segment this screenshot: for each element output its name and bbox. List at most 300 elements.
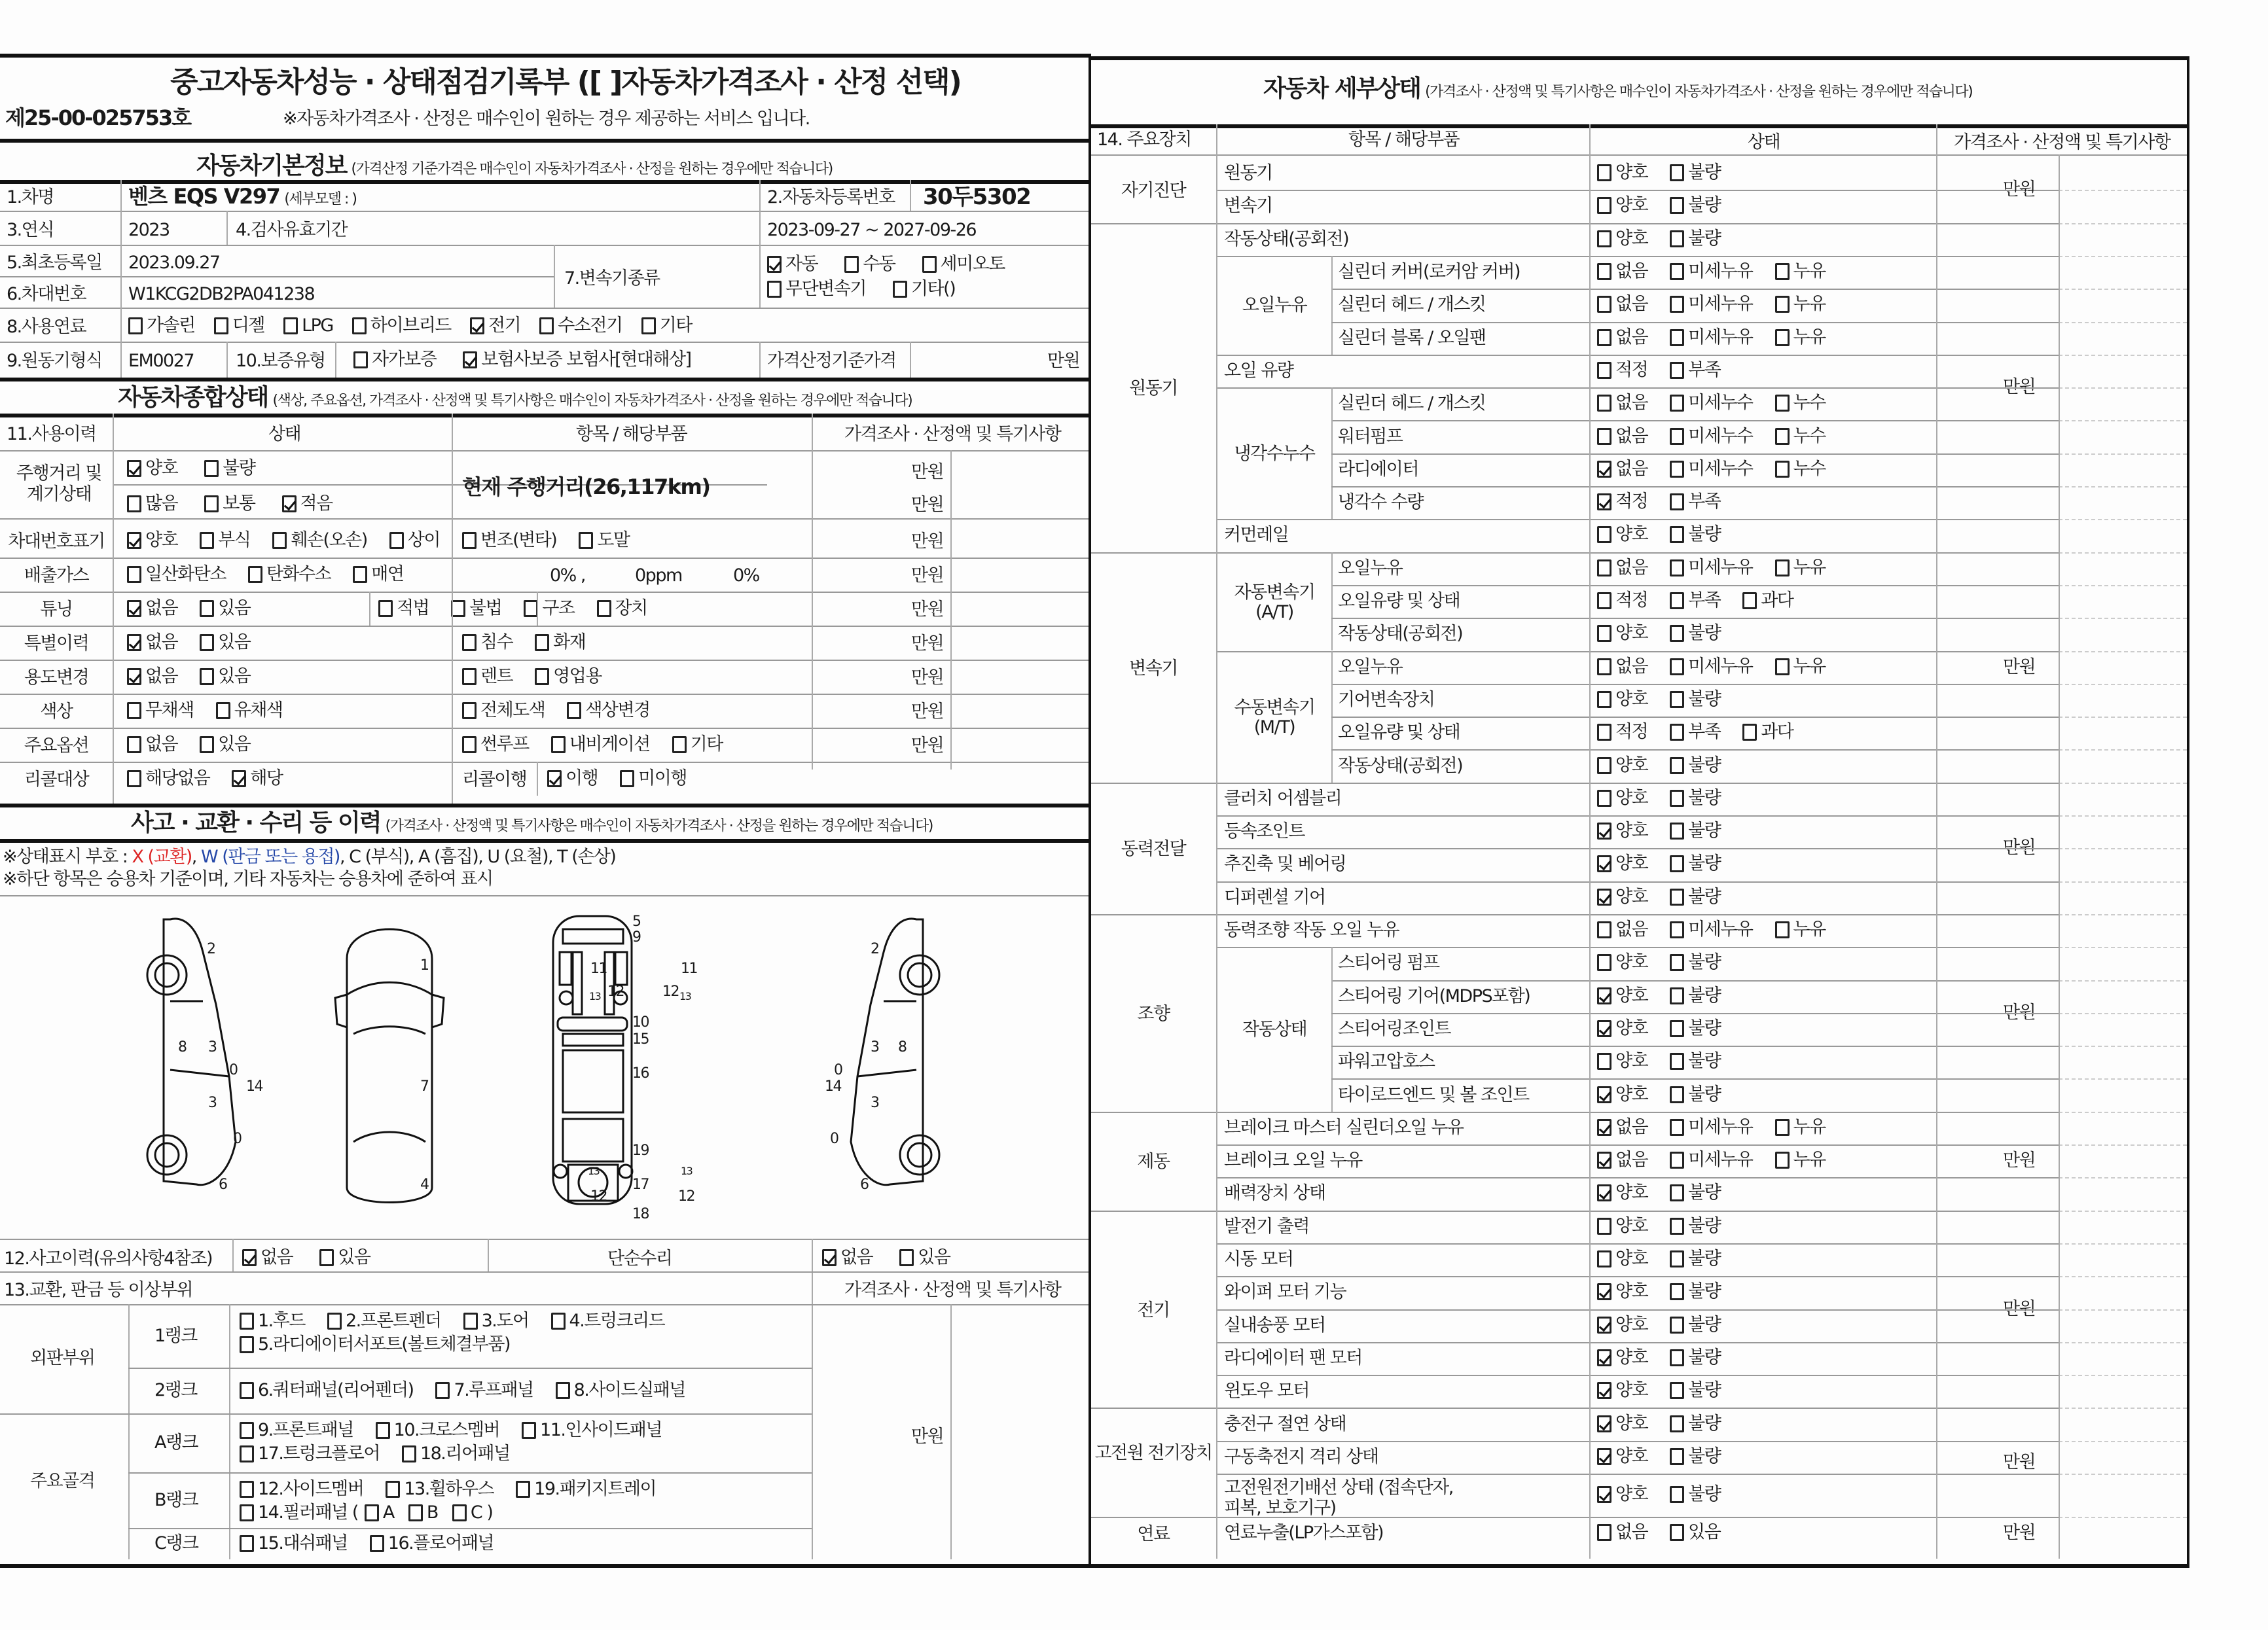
- checkbox-icon: [462, 736, 477, 753]
- state-option[interactable]: [1670, 196, 1720, 214]
- tuning_items-option[interactable]: [597, 599, 647, 617]
- checkbox-icon: [567, 702, 581, 719]
- state-option[interactable]: [1597, 1485, 1647, 1503]
- divider: [2059, 190, 2187, 191]
- option-label: 양호: [1615, 1051, 1648, 1072]
- option-label: 해당없음: [145, 768, 210, 788]
- fuel-lpg[interactable]: [283, 317, 333, 334]
- checkbox-icon: [127, 566, 141, 583]
- accident-yes[interactable]: [319, 1249, 370, 1266]
- state-option[interactable]: [1597, 1250, 1647, 1267]
- fuel-other[interactable]: [641, 317, 692, 334]
- state-option[interactable]: [1670, 822, 1720, 840]
- state-option[interactable]: [1775, 394, 1826, 412]
- option-label: 불량: [1688, 787, 1721, 808]
- mileage-high[interactable]: [127, 495, 177, 512]
- state-option[interactable]: [1670, 559, 1752, 576]
- vin_mark-option[interactable]: [272, 531, 367, 549]
- mileage-label: 주행거리 및 계기상태: [16, 463, 101, 505]
- checkbox-icon: [539, 317, 554, 334]
- state-option[interactable]: [1670, 1250, 1720, 1267]
- color_items-option[interactable]: [567, 701, 649, 719]
- checkbox-icon: [641, 317, 656, 334]
- state-option[interactable]: [1597, 723, 1647, 741]
- state-option[interactable]: [1597, 855, 1647, 872]
- state-option[interactable]: [1775, 460, 1826, 478]
- state-option[interactable]: [1597, 624, 1647, 642]
- state-option[interactable]: [1775, 921, 1826, 938]
- option-label: 적정: [1615, 491, 1648, 512]
- pillar-option[interactable]: [452, 1504, 492, 1521]
- purpose-option[interactable]: [127, 667, 177, 685]
- state-option[interactable]: [1597, 230, 1647, 247]
- divider: [2059, 1342, 2187, 1343]
- state-option[interactable]: [1670, 295, 1752, 313]
- state-option[interactable]: [1597, 1086, 1647, 1103]
- purpose-option[interactable]: [200, 667, 250, 685]
- detail-group: 제동: [1137, 1152, 1170, 1173]
- part-option[interactable]: [370, 1534, 494, 1552]
- vin_mark-option[interactable]: [200, 531, 250, 549]
- part-option[interactable]: [435, 1381, 533, 1399]
- part-option[interactable]: [240, 1381, 413, 1399]
- part-option[interactable]: [240, 1312, 305, 1330]
- state-option[interactable]: [1670, 658, 1752, 675]
- vin_mark-option[interactable]: [579, 531, 629, 549]
- option-label: 17.트렁크플로어: [258, 1444, 380, 1464]
- checkbox-icon: [1670, 197, 1684, 214]
- tuning_items-option[interactable]: [524, 599, 574, 617]
- car-name: 벤츠 EQS V297: [128, 184, 280, 209]
- part-option[interactable]: [522, 1421, 662, 1439]
- divider: [128, 1368, 812, 1369]
- options-option[interactable]: [200, 735, 250, 753]
- checkbox-icon: [522, 1422, 536, 1439]
- part-option[interactable]: [240, 1445, 380, 1462]
- divider: [0, 450, 1089, 452]
- detail-state: [1597, 1523, 1742, 1541]
- recall-option[interactable]: [127, 770, 209, 787]
- part-option[interactable]: [327, 1312, 441, 1330]
- accident-none[interactable]: [242, 1249, 293, 1266]
- state-option[interactable]: [1670, 230, 1720, 247]
- state-option[interactable]: [1670, 921, 1752, 938]
- checkbox-icon: [462, 702, 477, 719]
- car-side-right: [851, 919, 939, 1185]
- option-label: 유채색: [234, 700, 283, 720]
- mileage-low[interactable]: [282, 495, 333, 512]
- checkbox-icon: [547, 770, 562, 787]
- checkbox-icon: [1597, 1349, 1611, 1366]
- state-option[interactable]: [1597, 1019, 1647, 1037]
- divider: [1331, 256, 1333, 355]
- checkbox-icon: [1597, 1486, 1611, 1503]
- option-label: 내비게이션: [569, 734, 650, 754]
- part-option[interactable]: [240, 1504, 358, 1521]
- warranty-self[interactable]: [353, 351, 436, 368]
- price-unit: 만원: [2003, 179, 2036, 200]
- vin_mark-option[interactable]: [462, 531, 556, 549]
- state-option[interactable]: [1775, 295, 1826, 313]
- state-option[interactable]: [1670, 1052, 1720, 1070]
- state-option[interactable]: [1597, 525, 1647, 543]
- part-option[interactable]: [463, 1312, 529, 1330]
- part-option[interactable]: [240, 1480, 363, 1498]
- fuel-diesel[interactable]: [214, 317, 264, 334]
- state-option[interactable]: [1742, 723, 1793, 741]
- state-option[interactable]: [1670, 525, 1720, 543]
- state-option[interactable]: [1597, 1217, 1647, 1235]
- price-unit: 만원: [911, 462, 944, 482]
- state-option[interactable]: [1775, 1118, 1826, 1136]
- mileage-normal[interactable]: [204, 495, 255, 512]
- color_items-option[interactable]: [462, 701, 545, 719]
- state-option[interactable]: [1597, 1151, 1647, 1169]
- state-option[interactable]: [1597, 262, 1647, 280]
- state-option[interactable]: [1597, 196, 1647, 214]
- repair-none[interactable]: [822, 1249, 873, 1266]
- row-label: 튜닝: [40, 599, 73, 620]
- detail-state: [1597, 789, 1742, 807]
- state-option[interactable]: [1775, 262, 1826, 280]
- trans-manual[interactable]: [844, 255, 895, 273]
- detail-item: 기어변속장치: [1338, 689, 1435, 710]
- emission-option[interactable]: [127, 565, 226, 583]
- car-diagram: [131, 913, 956, 1214]
- option-label: 불량: [1688, 1413, 1721, 1434]
- state-option[interactable]: [1597, 822, 1647, 840]
- state-option[interactable]: [1670, 1485, 1720, 1503]
- trans-semi[interactable]: [922, 255, 1005, 273]
- state-option[interactable]: [1597, 1415, 1647, 1432]
- detail-state: [1597, 690, 1742, 708]
- state-option[interactable]: [1597, 658, 1647, 675]
- recall-done-option[interactable]: [620, 770, 687, 787]
- state-option[interactable]: [1670, 888, 1720, 906]
- state-option[interactable]: [1670, 361, 1720, 379]
- state-option[interactable]: [1597, 690, 1647, 708]
- repair-yes[interactable]: [899, 1249, 950, 1266]
- checkbox-icon: [922, 256, 937, 273]
- state-option[interactable]: [1670, 1523, 1720, 1541]
- state-option[interactable]: [1597, 756, 1647, 774]
- trans-auto[interactable]: [767, 255, 818, 273]
- state-option[interactable]: [1775, 427, 1826, 445]
- divider: [2059, 1046, 2187, 1047]
- state-option[interactable]: [1670, 1086, 1720, 1103]
- color-option[interactable]: [127, 701, 194, 719]
- state-option[interactable]: [1597, 394, 1647, 412]
- diagram-label: 15: [632, 1031, 649, 1048]
- divider: [0, 518, 1089, 520]
- checkbox-icon: [242, 1249, 257, 1266]
- state-option[interactable]: [1597, 1184, 1647, 1201]
- state-option[interactable]: [1597, 493, 1647, 510]
- divider: [0, 308, 1089, 309]
- fuel-gasoline[interactable]: [128, 317, 195, 334]
- state-option[interactable]: [1670, 789, 1720, 807]
- state-option[interactable]: [1597, 1447, 1647, 1465]
- divider: [2059, 154, 2060, 1559]
- state-option[interactable]: [1597, 295, 1647, 313]
- option-label: 불량: [1688, 688, 1721, 709]
- state-option[interactable]: [1670, 723, 1720, 741]
- state-option[interactable]: [1670, 1019, 1720, 1037]
- checkbox-icon: [1670, 559, 1684, 576]
- option-label: 12.사이드멤버: [258, 1479, 364, 1499]
- checkbox-icon: [551, 736, 566, 753]
- warranty-insurance[interactable]: [463, 351, 691, 368]
- state-option[interactable]: [1670, 592, 1720, 609]
- tuning_items-option[interactable]: [451, 599, 501, 617]
- state-option[interactable]: [1670, 1217, 1720, 1235]
- option-label: 누유: [1793, 327, 1826, 347]
- part-option[interactable]: [516, 1480, 656, 1498]
- detail-heading: [1263, 77, 1972, 101]
- part-option[interactable]: [386, 1480, 494, 1498]
- basic-info-note: (가격산정 기준가격은 매수인이 자동차가격조사 · 산정을 원하는 경우에만 적습니다): [351, 161, 833, 177]
- tuning-option[interactable]: [127, 599, 177, 617]
- state-option[interactable]: [1670, 690, 1720, 708]
- checkbox-icon: [1670, 1086, 1684, 1103]
- emission-option[interactable]: [248, 565, 331, 583]
- special_items-option[interactable]: [462, 633, 513, 651]
- option-label: 없음: [145, 598, 178, 618]
- trans-other[interactable]: [893, 280, 955, 298]
- special-option[interactable]: [127, 633, 177, 651]
- detail-state: [1597, 230, 1742, 247]
- state-option[interactable]: [1670, 328, 1752, 346]
- option-label: 없음: [1615, 656, 1648, 677]
- part-option[interactable]: [402, 1445, 510, 1462]
- state-option[interactable]: [1597, 460, 1647, 478]
- checkbox-icon: [127, 600, 141, 617]
- state-option[interactable]: [1597, 1118, 1647, 1136]
- state-option[interactable]: [1670, 855, 1720, 872]
- divider: [1216, 1177, 2059, 1178]
- state-option[interactable]: [1597, 592, 1647, 609]
- part-option[interactable]: [240, 1421, 353, 1439]
- divider: [759, 342, 761, 378]
- divider: [128, 1472, 812, 1474]
- state-option[interactable]: [1670, 493, 1720, 510]
- state-option[interactable]: [1670, 460, 1752, 478]
- state-option[interactable]: [1670, 1151, 1752, 1169]
- state-option[interactable]: [1597, 164, 1647, 181]
- checkbox-icon: [408, 1504, 423, 1521]
- option-label: 있음: [218, 666, 251, 686]
- state-option[interactable]: [1597, 888, 1647, 906]
- option-label: A: [382, 1502, 394, 1523]
- checkbox-icon: [1597, 1119, 1611, 1136]
- state-option[interactable]: [1597, 1349, 1647, 1366]
- divider: [1331, 947, 1333, 1112]
- checkbox-icon: [535, 668, 549, 685]
- fuel-hydrogen[interactable]: [539, 317, 622, 334]
- recall-option[interactable]: [232, 770, 282, 787]
- state-option[interactable]: [1670, 1381, 1720, 1399]
- detail-state: [1597, 1250, 1742, 1267]
- checkbox-icon: [1597, 691, 1611, 708]
- car-name-label: 1.차명: [7, 187, 54, 207]
- part-option[interactable]: [556, 1381, 685, 1399]
- detail-state: [1597, 921, 1848, 938]
- checkbox-icon: [1775, 1152, 1790, 1169]
- divider: [2059, 1144, 2187, 1146]
- state-option[interactable]: [1670, 953, 1720, 971]
- option-label: 불량: [1688, 1314, 1721, 1335]
- state-option[interactable]: [1597, 1523, 1647, 1541]
- state-option[interactable]: [1670, 987, 1720, 1004]
- purpose_items-option[interactable]: [535, 667, 602, 685]
- option-label: 없음: [145, 734, 178, 754]
- state-option[interactable]: [1597, 789, 1647, 807]
- options_items-option[interactable]: [672, 735, 723, 753]
- state-option[interactable]: [1597, 1316, 1647, 1334]
- options-option[interactable]: [127, 735, 177, 753]
- vin_mark-option[interactable]: [389, 531, 440, 549]
- option-label: 불법: [469, 598, 502, 618]
- row-label: 특별이력: [24, 633, 89, 654]
- part-option[interactable]: [240, 1534, 348, 1552]
- checkbox-icon: [1597, 954, 1611, 971]
- checkbox-icon: [822, 1249, 837, 1266]
- special-option[interactable]: [200, 633, 250, 651]
- checkbox-icon: [1742, 592, 1757, 609]
- part-line: [240, 1480, 678, 1498]
- detail-item: 작동상태(공회전): [1224, 228, 1349, 249]
- vin_mark-option[interactable]: [127, 531, 177, 549]
- mileage-row1: [127, 459, 277, 477]
- option-label: 없음: [1615, 557, 1648, 578]
- state-option[interactable]: [1775, 559, 1826, 576]
- mileage-bad[interactable]: [204, 459, 255, 477]
- state-option[interactable]: [1597, 427, 1647, 445]
- option-label: 양호: [1615, 1084, 1648, 1105]
- state-option[interactable]: [1742, 592, 1793, 609]
- state-option[interactable]: [1597, 1052, 1647, 1070]
- state-option[interactable]: [1775, 328, 1826, 346]
- trans-cvt[interactable]: [767, 280, 866, 298]
- option-label: 불량: [1688, 195, 1721, 216]
- row-label: 용도변경: [24, 667, 89, 688]
- checkbox-icon: [620, 770, 634, 787]
- detail-item: 고전원전기배선 상태 (접속단자, 피복, 보호기구): [1224, 1478, 1453, 1519]
- part-line: [240, 1534, 516, 1552]
- state-option[interactable]: [1670, 1283, 1720, 1300]
- row-options: [127, 565, 425, 583]
- price-unit: 만원: [2003, 838, 2036, 859]
- state-option[interactable]: [1597, 328, 1647, 346]
- state-option[interactable]: [1670, 262, 1752, 280]
- special_items-option[interactable]: [535, 633, 585, 651]
- checkbox-icon: [1597, 1218, 1611, 1235]
- state-option[interactable]: [1670, 756, 1720, 774]
- state-option[interactable]: [1597, 987, 1647, 1004]
- state-option[interactable]: [1597, 1381, 1647, 1399]
- detail-state: [1597, 1118, 1848, 1136]
- option-label: 없음: [1615, 919, 1648, 940]
- tuning_items-option[interactable]: [378, 599, 429, 617]
- pillar-option[interactable]: [365, 1504, 394, 1521]
- part-option[interactable]: [376, 1421, 499, 1439]
- purpose_items-option[interactable]: [462, 667, 513, 685]
- divider: [812, 1239, 813, 1559]
- option-label: 불량: [1688, 1445, 1721, 1466]
- divider: [910, 180, 911, 211]
- state-option[interactable]: [1597, 953, 1647, 971]
- option-label: 하이브리드: [370, 315, 451, 336]
- part-option[interactable]: [240, 1336, 510, 1353]
- option-label: 양호: [1615, 162, 1648, 183]
- state-option[interactable]: [1775, 1151, 1826, 1169]
- option-label: 없음: [1615, 1522, 1648, 1543]
- detail-group: 조향: [1137, 1003, 1170, 1024]
- state-option[interactable]: [1670, 1349, 1720, 1366]
- state-option[interactable]: [1670, 164, 1720, 181]
- emission-option[interactable]: [353, 565, 403, 583]
- state-option[interactable]: [1597, 559, 1647, 576]
- state-option[interactable]: [1670, 624, 1720, 642]
- vin-value: W1KCG2DB2PA041238: [128, 284, 315, 304]
- options_items-option[interactable]: [462, 735, 529, 753]
- tuning-option[interactable]: [200, 599, 250, 617]
- state-option[interactable]: [1597, 921, 1647, 938]
- state-option[interactable]: [1670, 1447, 1720, 1465]
- state-option[interactable]: [1670, 1118, 1752, 1136]
- fuel-electric[interactable]: [470, 317, 520, 334]
- option-label: 양호: [145, 458, 178, 478]
- options_items-option[interactable]: [551, 735, 650, 753]
- checkbox-icon: [240, 1445, 254, 1462]
- accident-history-options: [242, 1249, 392, 1266]
- divider: [2059, 322, 2187, 323]
- state-option[interactable]: [1597, 1283, 1647, 1300]
- state-option[interactable]: [1597, 361, 1647, 379]
- emission-value: 0%: [733, 565, 759, 586]
- state-option[interactable]: [1670, 1415, 1720, 1432]
- divider: [1216, 1309, 2059, 1311]
- checkbox-icon: [1597, 790, 1611, 807]
- price-unit: 만원: [911, 633, 944, 654]
- fuel-options: [128, 317, 706, 334]
- checkbox-icon: [240, 1504, 254, 1521]
- recall-done-option[interactable]: [547, 770, 598, 787]
- option-label: 탄화수소: [266, 564, 331, 584]
- fuel-hybrid[interactable]: [352, 317, 451, 334]
- state-option[interactable]: [1670, 427, 1752, 445]
- checkbox-icon: [1670, 1415, 1684, 1432]
- checkbox-icon: [1597, 987, 1611, 1004]
- state-option[interactable]: [1775, 658, 1826, 675]
- part-option[interactable]: [551, 1312, 665, 1330]
- checkbox-icon: [282, 495, 297, 512]
- diagram-label: 3: [208, 1039, 217, 1055]
- detail-item: 배력장치 상태: [1224, 1183, 1325, 1204]
- checkbox-icon: [1597, 625, 1611, 642]
- color-option[interactable]: [216, 701, 283, 719]
- pillar-option[interactable]: [408, 1504, 438, 1521]
- divider: [0, 558, 1089, 559]
- mileage-good[interactable]: [127, 459, 177, 477]
- option-label: LPG: [302, 315, 333, 336]
- option-label: 10.크로스멤버: [393, 1420, 500, 1440]
- inspection-period: 2023-09-27 ~ 2027-09-26: [767, 220, 977, 240]
- divider: [2059, 486, 2187, 487]
- state-option[interactable]: [1670, 394, 1752, 412]
- state-option[interactable]: [1670, 1316, 1720, 1334]
- state-option[interactable]: [1670, 1184, 1720, 1201]
